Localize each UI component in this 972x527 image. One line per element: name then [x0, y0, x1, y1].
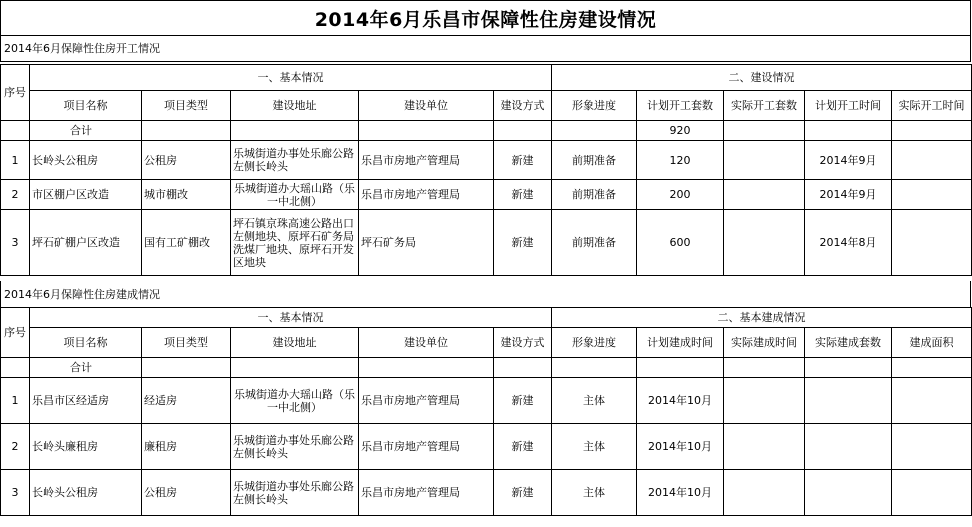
row-actual-time	[724, 424, 805, 470]
row-unit: 乐昌市房地产管理局	[359, 378, 494, 424]
row-actual-time	[892, 141, 972, 180]
row-type: 公租房	[142, 141, 231, 180]
row-actual-units	[724, 210, 805, 276]
section1-heading: 2014年6月保障性住房开工情况	[0, 35, 971, 62]
row-actual-units	[724, 180, 805, 210]
row-type: 城市棚改	[142, 180, 231, 210]
group-basic-header: 一、基本情况	[30, 65, 552, 91]
col-header-address: 建设地址	[231, 91, 359, 121]
total-row	[1, 121, 972, 141]
row-address: 乐城街道办事处乐廊公路左侧长岭头	[231, 470, 359, 516]
row-name: 长岭头公租房	[30, 141, 142, 180]
row-type: 经适房	[142, 378, 231, 424]
col-header-actual-units: 实际开工套数	[724, 91, 805, 121]
row-type: 廉租房	[142, 424, 231, 470]
table-row	[1, 470, 972, 516]
row-actual-time	[724, 378, 805, 424]
row-planned-time: 2014年10月	[637, 470, 724, 516]
col-header-unit: 建设单位	[359, 328, 494, 358]
table-row	[1, 378, 972, 424]
row-name: 坪石矿棚户区改造	[30, 210, 142, 276]
row-planned-time: 2014年10月	[637, 424, 724, 470]
col-header-actual-units: 实际建成套数	[805, 328, 892, 358]
row-name: 长岭头公租房	[30, 470, 142, 516]
row-unit: 坪石矿务局	[359, 210, 494, 276]
row-unit: 乐昌市房地产管理局	[359, 141, 494, 180]
row-name: 市区棚户区改造	[30, 180, 142, 210]
table-row	[1, 424, 972, 470]
col-header-progress: 形象进度	[552, 328, 637, 358]
col-header-actual-time: 实际建成时间	[724, 328, 805, 358]
col-header-progress: 形象进度	[552, 91, 637, 121]
row-no: 3	[1, 470, 30, 516]
group-build-header: 二、建设情况	[552, 65, 972, 91]
row-method: 新建	[494, 141, 552, 180]
row-address: 坪石镇京珠高速公路出口左侧地块、原坪石矿务局洗煤厂地块、原坪石开发区地块	[231, 210, 359, 276]
row-no: 2	[1, 180, 30, 210]
row-area	[892, 470, 972, 516]
col-header-name: 项目名称	[30, 91, 142, 121]
section2-table	[0, 307, 972, 516]
row-type: 国有工矿棚改	[142, 210, 231, 276]
row-name: 长岭头廉租房	[30, 424, 142, 470]
total-row	[1, 358, 972, 378]
total-label: 合计	[30, 358, 142, 378]
row-planned-units: 600	[637, 210, 724, 276]
row-actual-time	[892, 210, 972, 276]
col-header-method: 建设方式	[494, 91, 552, 121]
row-method: 新建	[494, 378, 552, 424]
row-actual-units	[805, 470, 892, 516]
table-row	[1, 141, 972, 180]
row-area	[892, 378, 972, 424]
col-header-actual-time: 实际开工时间	[892, 91, 972, 121]
row-planned-units: 120	[637, 141, 724, 180]
row-address: 乐城街道办事处乐廊公路左侧长岭头	[231, 141, 359, 180]
table-row	[1, 180, 972, 210]
row-progress: 主体	[552, 424, 637, 470]
group-basic-header: 一、基本情况	[30, 308, 552, 328]
row-progress: 主体	[552, 470, 637, 516]
total-label: 合计	[30, 121, 142, 141]
row-no: 2	[1, 424, 30, 470]
col-header-type: 项目类型	[142, 328, 231, 358]
page-title: 2014年6月乐昌市保障性住房建设情况	[0, 0, 971, 36]
row-method: 新建	[494, 424, 552, 470]
section1-table	[0, 64, 972, 276]
seq-header: 序号	[1, 308, 30, 358]
seq-header: 序号	[1, 65, 30, 121]
col-header-type: 项目类型	[142, 91, 231, 121]
row-progress: 前期准备	[552, 210, 637, 276]
row-actual-units	[724, 141, 805, 180]
col-header-method: 建设方式	[494, 328, 552, 358]
col-header-name: 项目名称	[30, 328, 142, 358]
row-method: 新建	[494, 210, 552, 276]
col-header-planned-time: 计划开工时间	[805, 91, 892, 121]
table-row	[1, 210, 972, 276]
row-planned-time: 2014年9月	[805, 141, 892, 180]
row-planned-time: 2014年8月	[805, 210, 892, 276]
row-area	[892, 424, 972, 470]
row-actual-time	[724, 470, 805, 516]
row-planned-time: 2014年9月	[805, 180, 892, 210]
col-header-planned-units: 计划开工套数	[637, 91, 724, 121]
row-actual-units	[805, 378, 892, 424]
row-actual-time	[892, 180, 972, 210]
row-type: 公租房	[142, 470, 231, 516]
row-planned-time: 2014年10月	[637, 378, 724, 424]
row-method: 新建	[494, 470, 552, 516]
row-actual-units	[805, 424, 892, 470]
section2-heading: 2014年6月保障性住房建成情况	[0, 281, 971, 308]
col-header-area: 建成面积	[892, 328, 972, 358]
row-unit: 乐昌市房地产管理局	[359, 424, 494, 470]
row-progress: 主体	[552, 378, 637, 424]
row-unit: 乐昌市房地产管理局	[359, 180, 494, 210]
total-planned-units: 920	[637, 121, 724, 141]
row-address: 乐城街道办事处乐廊公路左侧长岭头	[231, 424, 359, 470]
row-name: 乐昌市区经适房	[30, 378, 142, 424]
row-progress: 前期准备	[552, 141, 637, 180]
row-address: 乐城街道办大瑶山路（乐一中北侧）	[231, 180, 359, 210]
col-header-address: 建设地址	[231, 328, 359, 358]
row-address: 乐城街道办大瑶山路（乐一中北侧）	[231, 378, 359, 424]
row-no: 1	[1, 141, 30, 180]
row-no: 3	[1, 210, 30, 276]
col-header-unit: 建设单位	[359, 91, 494, 121]
row-planned-units: 200	[637, 180, 724, 210]
group-completion-header: 二、基本建成情况	[552, 308, 972, 328]
col-header-planned-time: 计划建成时间	[637, 328, 724, 358]
row-unit: 乐昌市房地产管理局	[359, 470, 494, 516]
row-method: 新建	[494, 180, 552, 210]
row-no: 1	[1, 378, 30, 424]
row-progress: 前期准备	[552, 180, 637, 210]
